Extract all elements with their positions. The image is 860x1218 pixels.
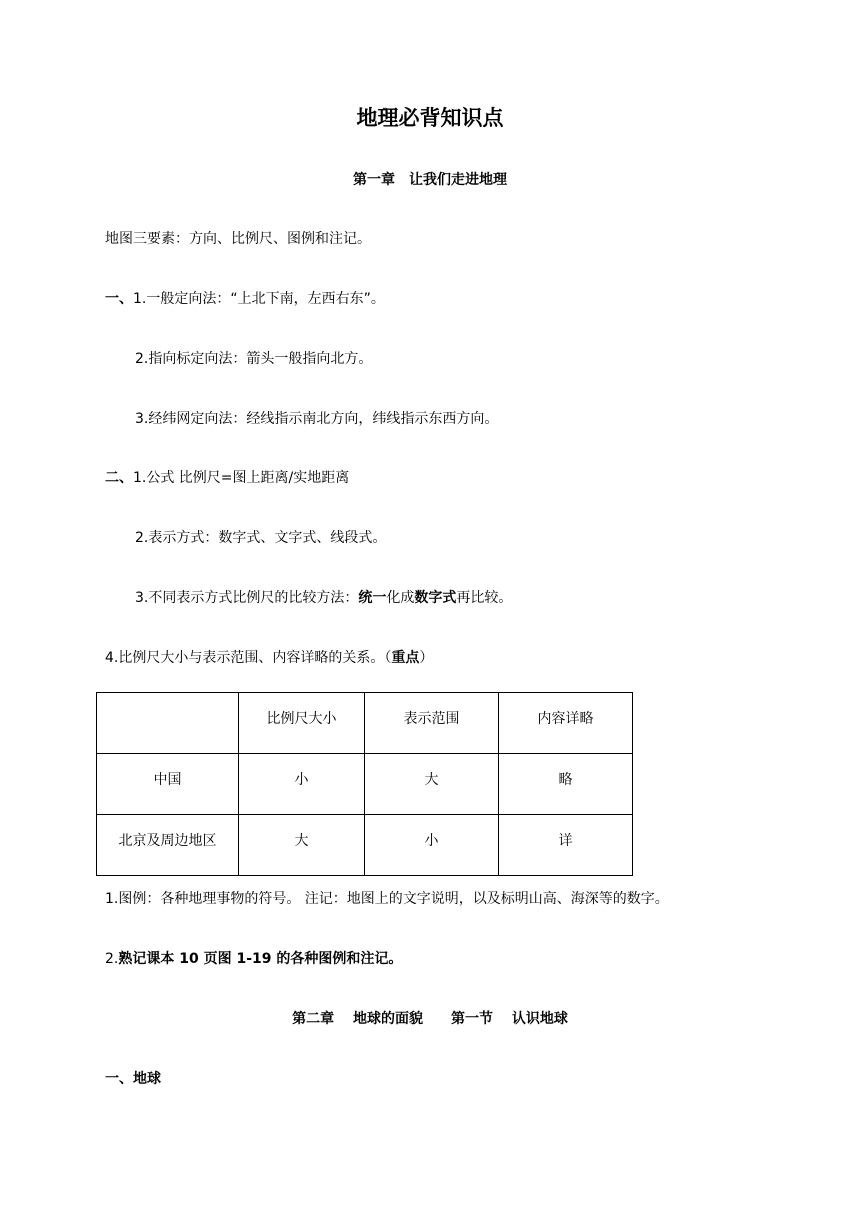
table-header-cell: 表示范围 <box>365 693 499 754</box>
direction-text-1: 1.一般定向法：“上北下南，左西右东”。 <box>133 291 385 307</box>
table-cell: 大 <box>239 815 365 876</box>
table-row <box>97 815 633 876</box>
scale-text-1: 1.公式 比例尺=图上距离/实地距离 <box>133 470 350 486</box>
legend-item-2 <box>105 949 402 969</box>
table-cell: 大 <box>365 754 499 815</box>
direction-item-3: 3.经纬网定向法：经线指示南北方向，纬线指示东西方向。 <box>135 411 499 427</box>
earth-section-heading: 一、地球 <box>105 1071 161 1087</box>
scale-item-1 <box>105 468 349 488</box>
direction-item-1 <box>105 289 385 309</box>
page-title: 地理必背知识点 <box>356 106 504 130</box>
scale-comparison-table <box>96 692 633 876</box>
scale-item-4-bold: 重点 <box>391 650 420 666</box>
direction-item-2: 2.指向标定向法：箭头一般指向北方。 <box>135 351 373 367</box>
legend-item-1: 1.图例：各种地理事物的符号。 注记：地图上的文字说明，以及标明山高、海深等的数字。 <box>105 891 669 907</box>
table-cell: 北京及周边地区 <box>97 815 239 876</box>
chapter-2-heading: 第二章 地球的面貌 第一节 认识地球 <box>292 1011 568 1027</box>
scale-item-4-post: ） <box>419 650 434 666</box>
scale-item-4-pre: 4.比例尺大小与表示范围、内容详略的关系。（ <box>105 650 392 666</box>
table-header-row <box>97 693 633 754</box>
scale-item-3-mid: 化成 <box>386 590 415 606</box>
table-header-cell: 内容详略 <box>499 693 633 754</box>
scale-item-3-bold-2: 数字式 <box>414 590 457 606</box>
section-marker-2: 二、 <box>105 470 133 486</box>
chapter-1-heading: 第一章 让我们走进地理 <box>353 172 507 188</box>
scale-item-2: 2.表示方式：数字式、文字式、线段式。 <box>135 530 387 546</box>
table-header-cell: 比例尺大小 <box>239 693 365 754</box>
scale-item-3-post: 再比较。 <box>456 590 513 606</box>
section-marker-1: 一、 <box>105 291 133 307</box>
table-cell: 略 <box>499 754 633 815</box>
table-cell: 小 <box>365 815 499 876</box>
scale-item-3 <box>135 588 512 608</box>
map-elements-line: 地图三要素：方向、比例尺、图例和注记。 <box>105 231 371 247</box>
table-cell: 小 <box>239 754 365 815</box>
legend-item-2-bold: 熟记课本 10 页图 1-19 的各种图例和注记。 <box>118 951 403 967</box>
legend-item-2-pre: 2. <box>105 951 119 967</box>
table-cell: 中国 <box>97 754 239 815</box>
scale-item-3-bold-1: 统一 <box>358 590 387 606</box>
table-row <box>97 754 633 815</box>
scale-item-4 <box>105 648 433 668</box>
table-cell: 详 <box>499 815 633 876</box>
table-header-cell <box>97 693 239 754</box>
scale-item-3-pre: 3.不同表示方式比例尺的比较方法： <box>135 590 359 606</box>
